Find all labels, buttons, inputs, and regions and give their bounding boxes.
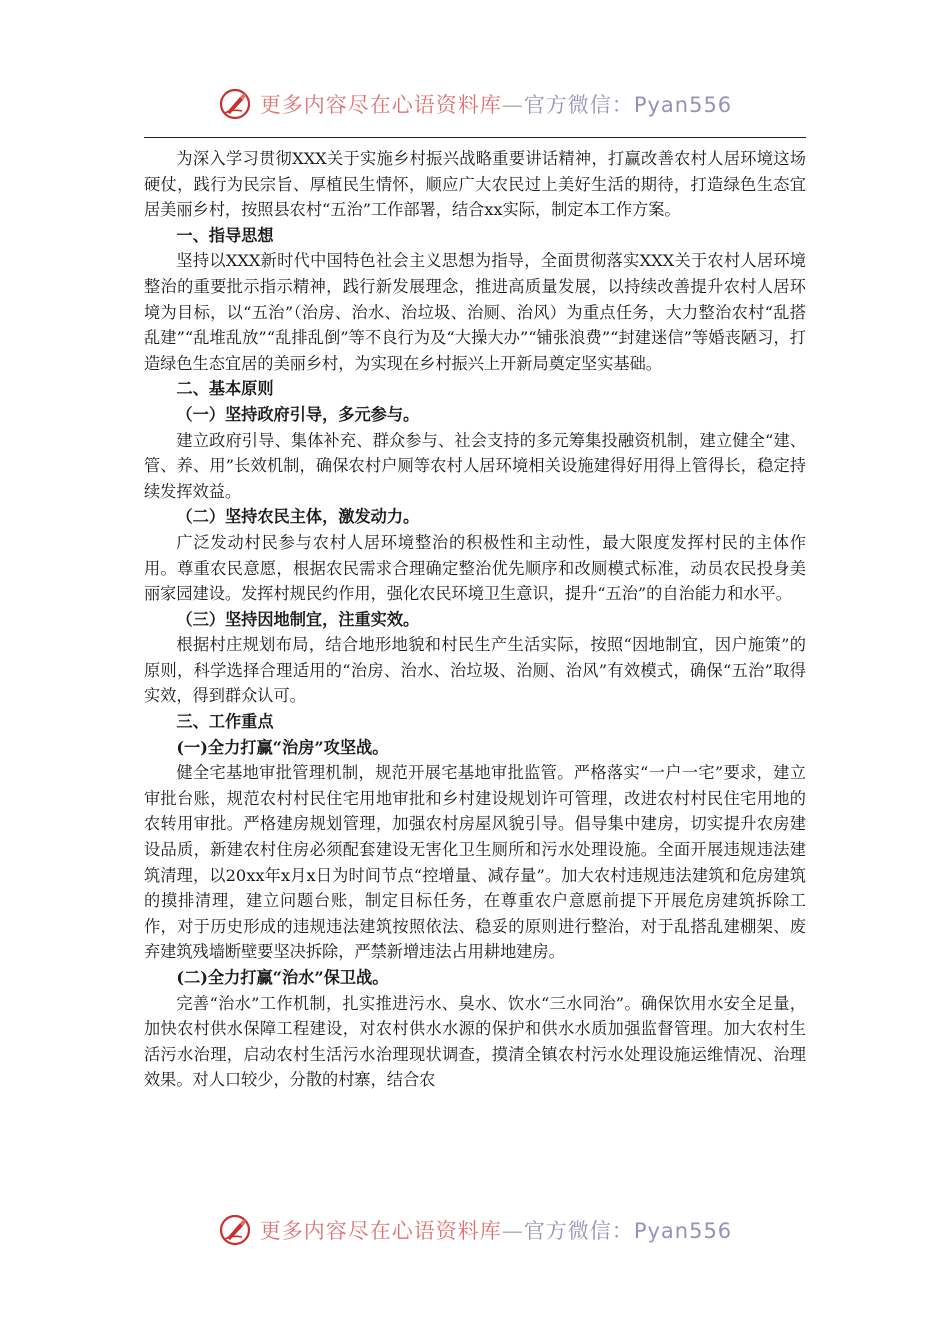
header-separator: — xyxy=(501,93,524,117)
footer-banner xyxy=(0,1210,950,1250)
header-rule xyxy=(144,137,806,138)
footer-brand-text: 更多内容尽在心语资料库 xyxy=(259,1219,502,1243)
principle-heading-1: （一）坚持政府引导，多元参与。 xyxy=(176,404,420,424)
intro-paragraph: 为深入学习贯彻XXX关于实施乡村振兴战略重要讲话精神，打赢改善农村人居环境这场硬仗，践行为民宗旨、厚植民生情怀，顺应广大农民过上美好生活的期待，打造绿色生态宜居美丽乡村，按照县农村“五治”工作部署，结合xx实际，制定本工作方案。 xyxy=(144,149,806,220)
header-banner-text xyxy=(260,89,732,119)
document-body xyxy=(144,146,806,1093)
footer-wechat-id: Pyan556 xyxy=(633,1219,733,1243)
footer-banner-text xyxy=(260,1215,732,1245)
focus-paragraph-1: 健全宅基地审批管理机制，规范开展宅基地审批监管。严格落实“一户一宅”要求，建立审批台账，规范农村村民住宅用地审批和乡村建设规划许可管理，改进农村村民住宅用地的农转用审批。严格建房规划管理，加强农村房屋风貌引导。倡导集中建房，切实提升农房建设品质，新建农村住房必须配套建设无害化卫生厕所和污水处理设施。全面开展违规违法建筑清理，以20xx年x月x日为时间节点“控增量、减存量”。加大农村违规违法建筑和危房建筑的摸排清理，建立问题台账，制定目标任务，在尊重农户意愿前提下开展危房建筑拆除工作，对于历史形成的违规违法建筑按照依法、稳妥的原则进行整治，对于乱搭乱建棚架、废弃建筑残墙断壁要坚决拆除，严禁新增违法占用耕地建房。 xyxy=(144,763,806,962)
logo-icon xyxy=(218,87,252,121)
principle-paragraph-3: 根据村庄规划布局，结合地形地貌和村民生产生活实际，按照“因地制宜，因户施策”的原则，科学选择合理适用的“治房、治水、治垃圾、治厕、治风”有效模式，确保“五治”取得实效，得到群众认可。 xyxy=(144,635,806,706)
focus-heading-2: (二)全力打赢“治水”保卫战。 xyxy=(176,968,389,987)
footer-separator: — xyxy=(501,1219,524,1243)
header-banner xyxy=(0,84,950,124)
header-brand-text: 更多内容尽在心语资料库 xyxy=(259,93,502,117)
footer-logo-icon xyxy=(218,1213,252,1247)
principle-heading-3: （三）坚持因地制宜，注重实效。 xyxy=(176,609,420,629)
focus-paragraph-2: 完善“治水”工作机制，扎实推进污水、臭水、饮水“三水同治”。确保饮用水安全足量，加快农村供水保障工程建设，对农村供水水源的保护和供水水质加强监督管理。加大农村生活污水治理，启动农村生活污水治理现状调查，摸清全镇农村污水处理设施运维情况、治理效果。对人口较少，分散的村寨，结合农 xyxy=(144,993,806,1090)
principle-paragraph-2: 广泛发动村民参与农村人居环境整治的积极性和主动性，最大限度发挥村民的主体作用。尊重农民意愿，根据农民需求合理确定整治优先顺序和改厕模式标准，动员农民投身美丽家园建设。发挥村规民约作用，强化农民环境卫生意识，提升“五治”的自治能力和水平。 xyxy=(144,532,806,604)
focus-heading-1: (一)全力打赢“治房”攻坚战。 xyxy=(176,737,389,757)
header-wechat-label: 官方微信： xyxy=(523,93,634,117)
section-heading-work-focus: 三、工作重点 xyxy=(176,712,274,732)
principle-paragraph-1: 建立政府引导、集体补充、群众参与、社会支持的多元筹集投融资机制，建立健全“建、管、养、用”长效机制，确保农村户厕等农村人居环境相关设施建得好用得上管得长，稳定持续发挥效益。 xyxy=(144,430,806,501)
section-heading-basic-principles: 二、基本原则 xyxy=(176,379,274,399)
section-heading-guiding-ideology: 一、指导思想 xyxy=(176,225,274,245)
header-wechat-id: Pyan556 xyxy=(633,93,733,117)
footer-wechat-label: 官方微信： xyxy=(523,1219,634,1243)
principle-heading-2: （二）坚持农民主体，激发动力。 xyxy=(176,507,420,527)
guiding-ideology-paragraph: 坚持以XXX新时代中国特色社会主义思想为指导，全面贯彻落实XXX关于农村人居环境整治的重要批示指示精神，践行新发展理念，推进高质量发展，以持续改善提升农村人居环境为目标，以“五治”（治房、治水、治垃圾、治厕、治风）为重点任务，大力整治农村“乱搭乱建”“乱堆乱放”“乱排乱倒”等不良行为及“大操大办”“铺张浪费”“封建迷信”等婚丧陋习，打造绿色生态宜居的美丽乡村，为实现在乡村振兴上开新局奠定坚实基础。 xyxy=(144,251,806,373)
